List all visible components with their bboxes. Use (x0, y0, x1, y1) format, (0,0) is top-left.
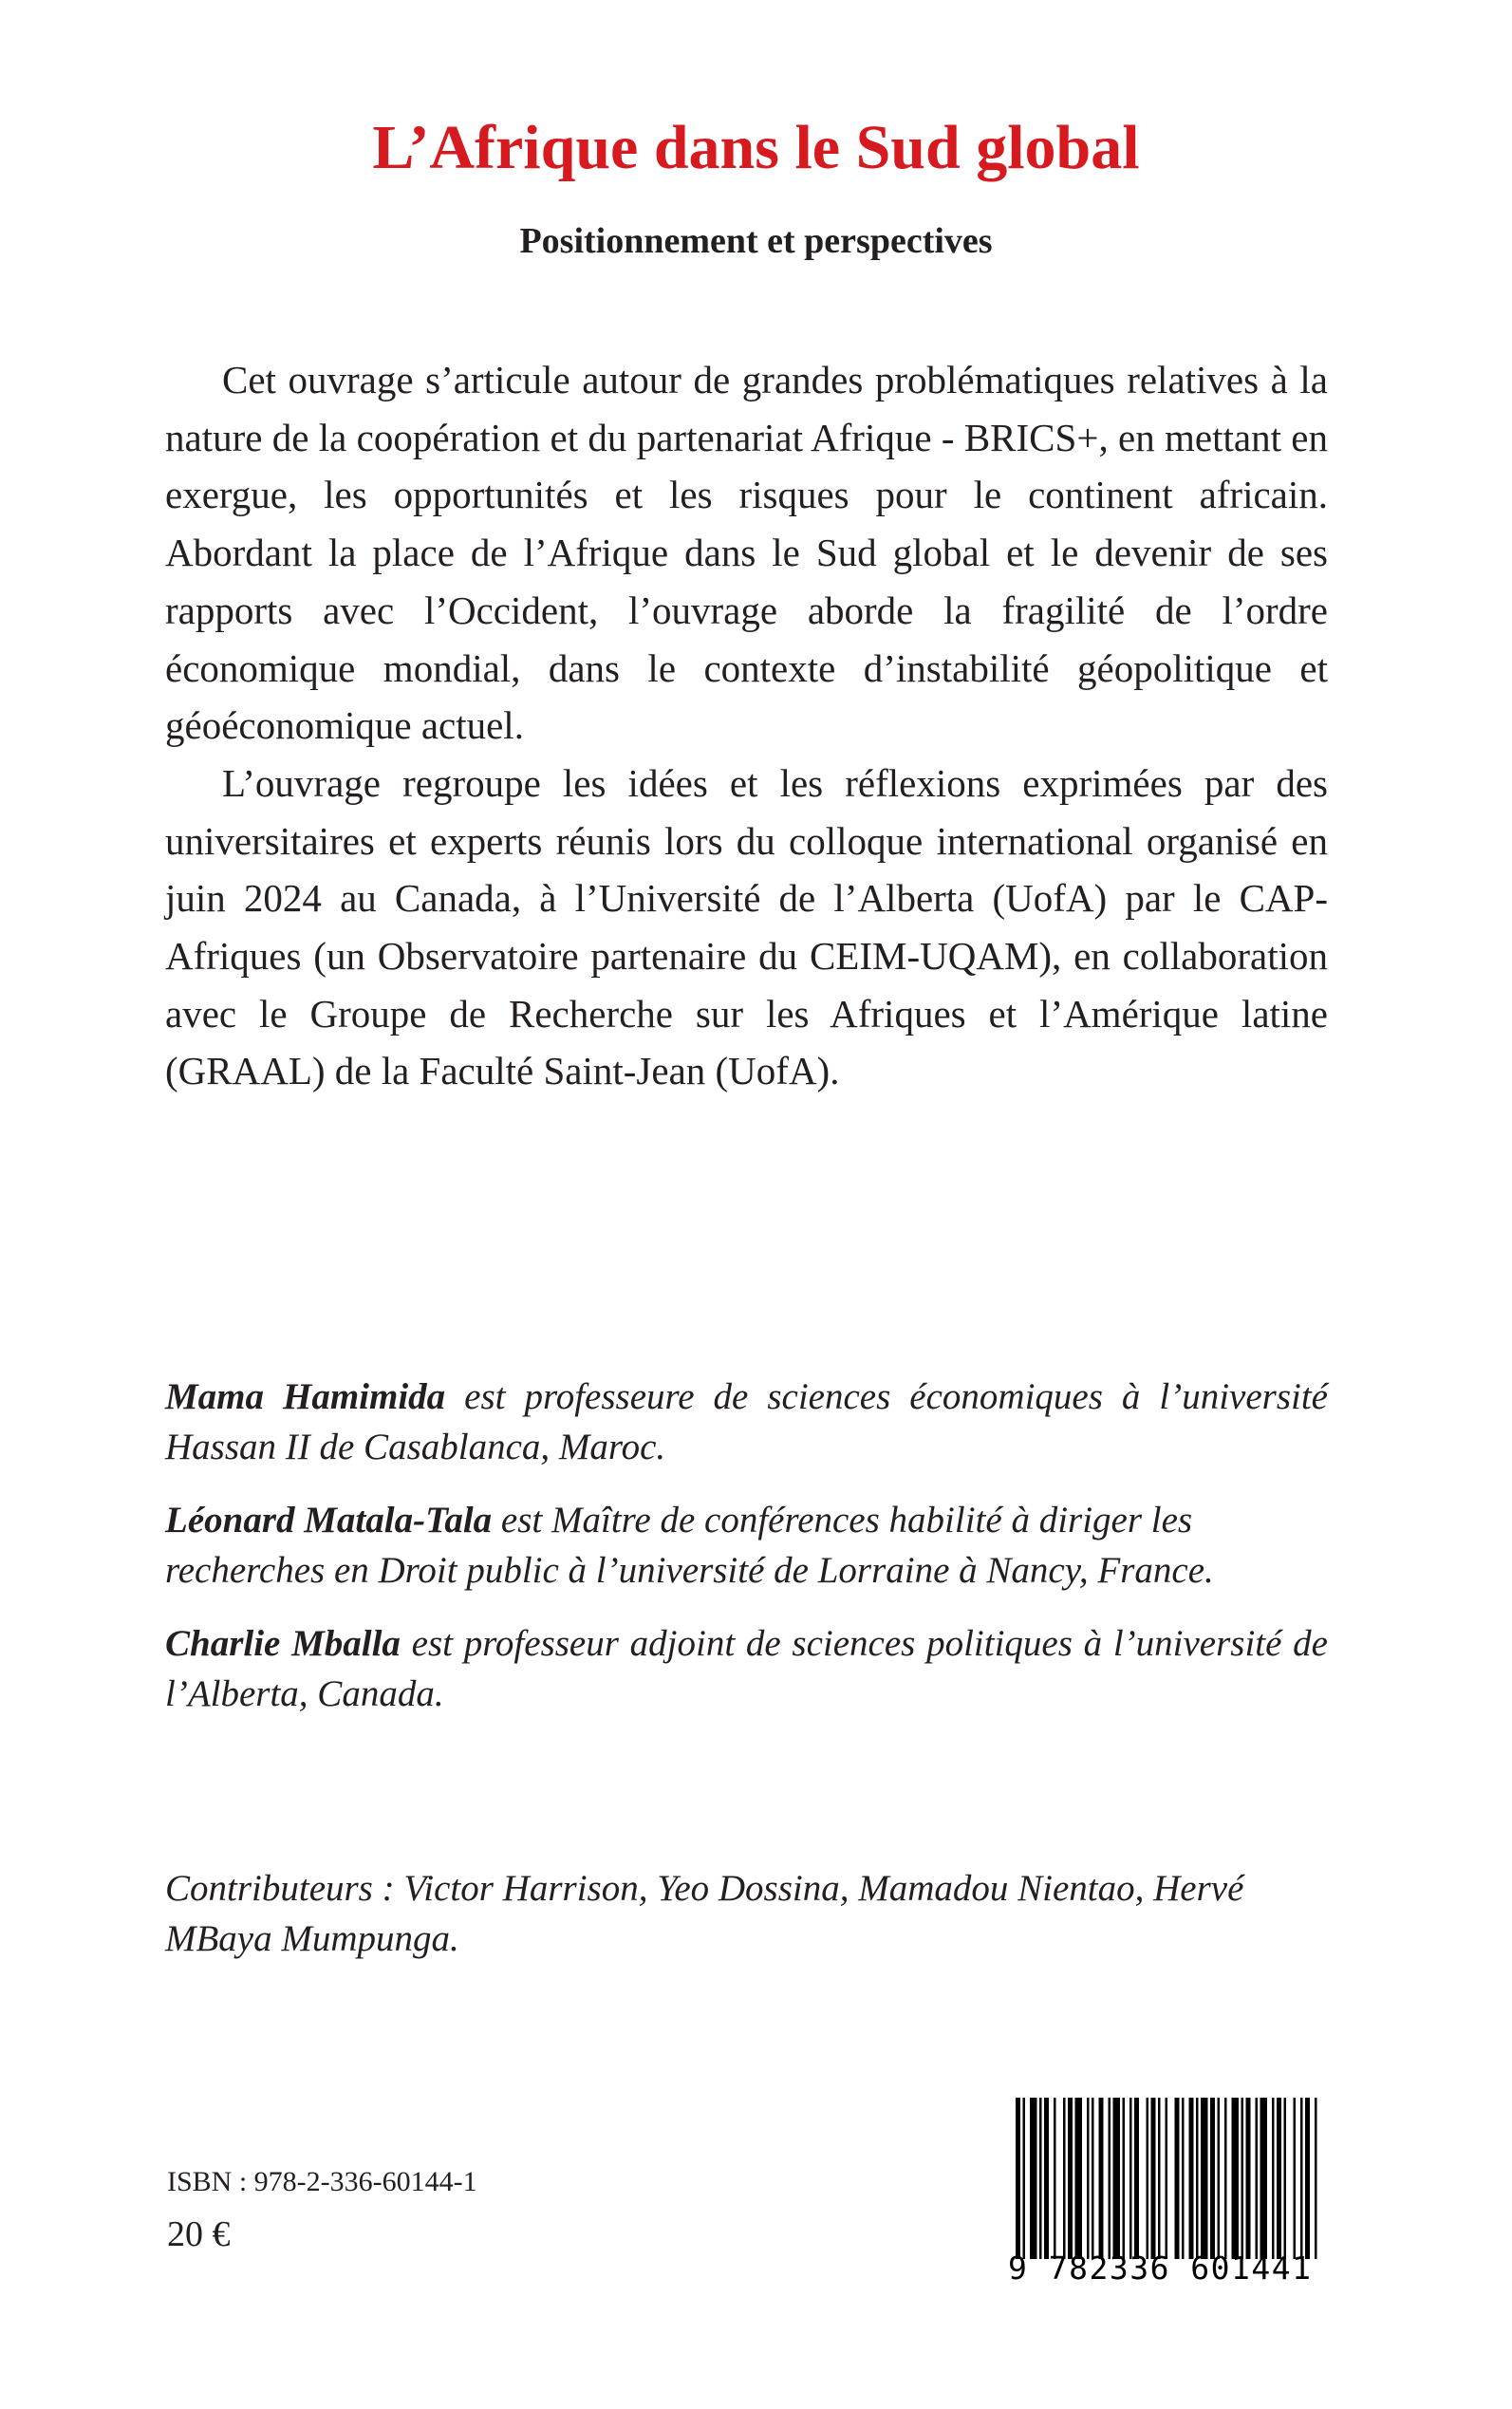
barcode-bar (1260, 2098, 1268, 2259)
barcode-bar (1166, 2098, 1168, 2259)
summary-text (165, 351, 1328, 1100)
barcode-bar (1016, 2098, 1020, 2259)
barcode-bar (1182, 2098, 1185, 2259)
author-bio (165, 1618, 1328, 1719)
author-description: est professeur adjoint de sciences politiques à l’université de l’Alberta, Canada. (165, 1623, 1328, 1714)
barcode-bar (1092, 2098, 1094, 2259)
barcode-bar (1063, 2098, 1066, 2259)
author-description: est Maître de conférences habilité à diriger les recherches en Droit public à l’université de Lorraine à Nancy, France. (165, 1500, 1214, 1591)
author-name: Léonard Matala-Tala (165, 1500, 493, 1541)
barcode-bar (1075, 2098, 1083, 2259)
summary-paragraph-2: L’ouvrage regroupe les idées et les réflexions exprimées par des universitaires et experts réunis lors du colloque international organisé en juin 2024 au Canada, à l’Université de l’Alberta (UofA) par le CAP-Afriques (un Observatoire partenaire du CEIM-UQAM), en collaboration avec le Groupe de Recherche sur les Afriques et l’Amérique latine (GRAAL) de la Faculté Saint-Jean (UofA). (165, 760, 1328, 1093)
barcode-bar (1158, 2098, 1161, 2259)
barcode-bar (1123, 2098, 1126, 2259)
author-description: est professeure de sciences économiques à l’université Hassan II de Casablanca, Maroc. (165, 1376, 1328, 1467)
barcode-bar (1210, 2098, 1215, 2259)
author-bio (165, 1372, 1328, 1472)
barcode-bar (1189, 2098, 1194, 2259)
barcode-digits: 9 782336 601441 (1008, 2250, 1313, 2287)
barcode-bar (1305, 2098, 1310, 2259)
barcode-bar (1134, 2098, 1139, 2259)
summary-paragraph-1: Cet ouvrage s’articule autour de grandes problématiques relatives à la nature de la coopération et du partenariat Afrique - BRICS+, en mettant en exergue, les opportunités et les risques pour le continent africain. Abordant la place de l’Afrique dans le Sud global et le devenir de ses rapports avec l’Occident, l’ouvrage aborde la fragilité de l’ordre économique mondial, dans le contexte d’instabilité géopolitique et géoéconomique actuel. (165, 358, 1328, 748)
barcode-bar (1315, 2098, 1317, 2259)
barcode-bar (1232, 2098, 1240, 2259)
barcode-bar (1196, 2098, 1199, 2259)
barcode-bar (1087, 2098, 1090, 2259)
barcode-bar (1030, 2098, 1037, 2259)
barcode-bar (1044, 2098, 1049, 2259)
barcode-bar (1246, 2098, 1251, 2259)
barcode-bar (1272, 2098, 1275, 2259)
isbn-label: ISBN : 978-2-336-60144-1 (167, 2166, 477, 2197)
barcode-bar (1256, 2098, 1259, 2259)
barcode-bar (1201, 2098, 1208, 2259)
barcode-bar (1023, 2098, 1026, 2259)
barcode-bar (1054, 2098, 1056, 2259)
barcode-bar (1109, 2098, 1111, 2259)
barcode-bar (1039, 2098, 1042, 2259)
barcode-icon (1016, 2098, 1319, 2259)
barcode-bar (1129, 2098, 1132, 2259)
barcode-bar (1175, 2098, 1180, 2259)
barcode-bar (1151, 2098, 1156, 2259)
author-bios (165, 1372, 1328, 1742)
barcode-bar (1113, 2098, 1121, 2259)
barcode-bar (1218, 2098, 1221, 2259)
book-title: L’Afrique dans le Sud global (372, 113, 1140, 182)
barcode-bar (1284, 2098, 1287, 2259)
author-name: Mama Hamimida (165, 1376, 446, 1417)
barcode-bar (1277, 2098, 1281, 2259)
contributors-text: Contributeurs : Victor Harrison, Yeo Dossina, Mamadou Nientao, Hervé MBaya Mumpunga. (165, 1868, 1244, 1959)
barcode-bar (1294, 2098, 1297, 2259)
barcode-bar (1300, 2098, 1303, 2259)
barcode-bar (1068, 2098, 1073, 2259)
price-label: 20 € (167, 2214, 231, 2254)
barcode-bar (1241, 2098, 1244, 2259)
author-name: Charlie Mballa (165, 1623, 401, 1664)
barcode-bar (1224, 2098, 1227, 2259)
book-subtitle: Positionnement et perspectives (519, 221, 993, 261)
barcode-bar (1099, 2098, 1104, 2259)
author-bio (165, 1495, 1328, 1596)
barcode-bar (1147, 2098, 1149, 2259)
